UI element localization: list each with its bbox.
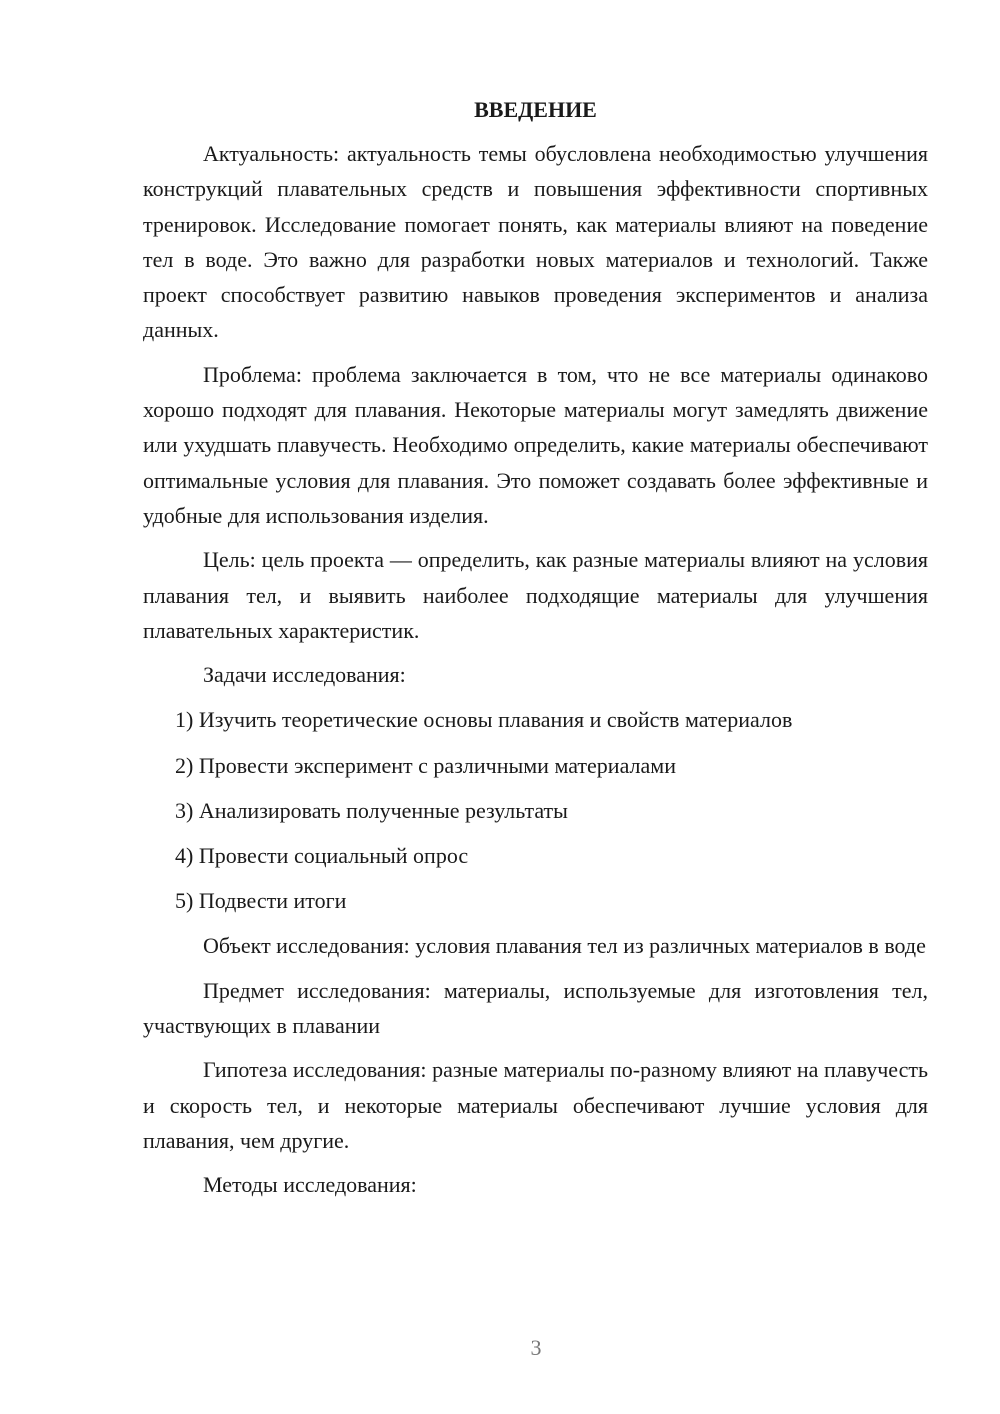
task-item: 1) Изучить теоретические основы плавания и свойств материалов: [175, 707, 793, 733]
paragraph-hypothesis: Гипотеза исследования: разные материалы по-разному влияют на плавучесть и скорость тел, и некоторые материалы обеспечивают лучшие условия для плавания, чем другие.: [143, 1057, 928, 1153]
tasks-list: [143, 702, 928, 918]
tasks-label: Задачи исследования:: [203, 662, 406, 688]
paragraph-relevance: Актуальность: актуальность темы обусловлена необходимостью улучшения конструкций плавательных средств и повышения эффективности спортивных тренировок. Исследование помогает понять, как материалы влияют на поведение тел в воде. Это важно для разработки новых материалов и технологий. Также проект способствует развитию навыков проведения экспериментов и анализа данных.: [143, 141, 928, 343]
page-number: 3: [530, 1335, 542, 1360]
task-item: 4) Провести социальный опрос: [175, 843, 469, 869]
section-heading: ВВЕДЕНИЕ: [474, 97, 597, 122]
task-item: 2) Провести эксперимент с различными материалами: [175, 752, 676, 778]
paragraph-methods-label: Методы исследования:: [203, 1172, 417, 1198]
paragraph-subject: Предмет исследования: материалы, используемые для изготовления тел, участвующих в плавании: [143, 977, 928, 1038]
task-item: 5) Подвести итоги: [175, 888, 347, 914]
paragraph-object: Объект исследования: условия плавания тел из различных материалов в воде: [203, 933, 926, 959]
paragraph-problem: Проблема: проблема заключается в том, что не все материалы одинаково хорошо подходят для плавания. Некоторые материалы могут замедлять движение или ухудшать плавучесть. Необходимо определить, какие материалы обеспечивают оптимальные условия для плавания. Это поможет создавать более эффективные и удобные для использования изделия.: [143, 361, 928, 528]
task-item: 3) Анализировать полученные результаты: [175, 797, 568, 823]
paragraph-goal: Цель: цель проекта — определить, как разные материалы влияют на условия плавания тел, и выявить наиболее подходящие материалы для улучшения плавательных характеристик.: [143, 547, 928, 643]
page-content: [143, 96, 928, 1211]
